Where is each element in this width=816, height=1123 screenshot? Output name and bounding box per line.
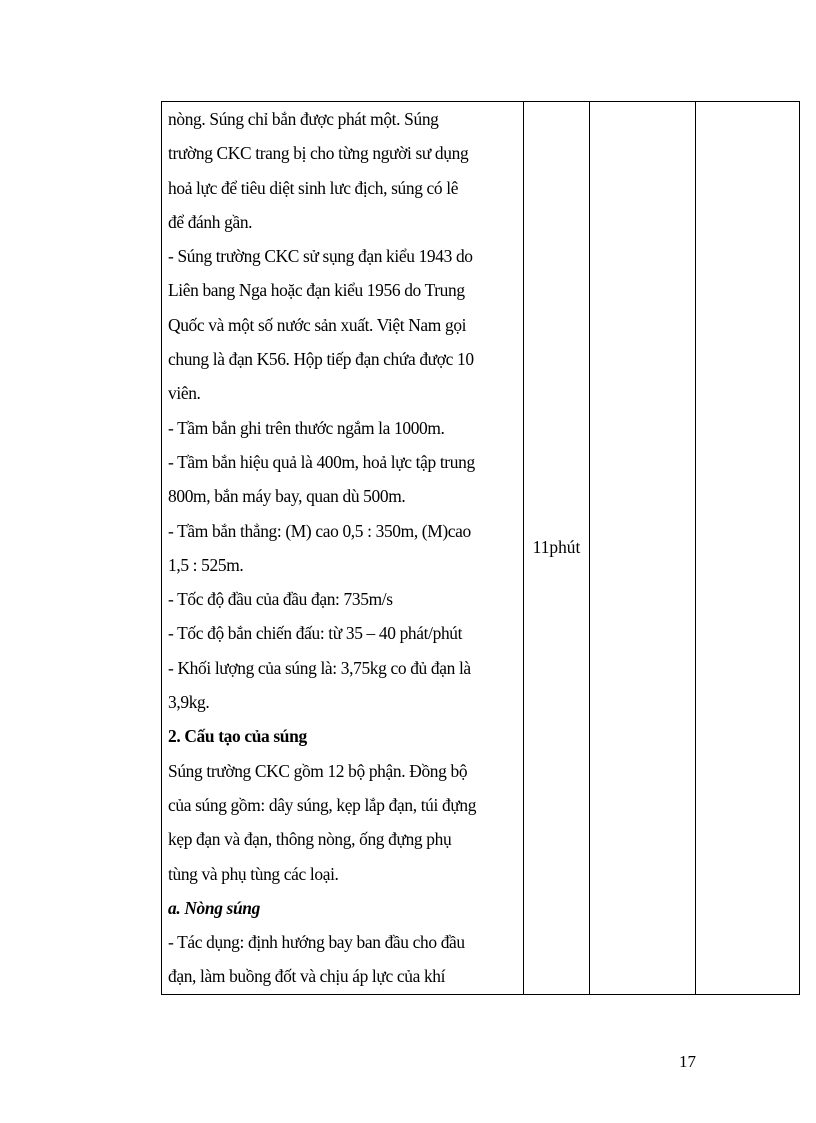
- content-line: 2. Cấu tạo của súng: [168, 726, 307, 747]
- content-line: chung là đạn K56. Hộp tiếp đạn chứa được 10: [168, 349, 474, 370]
- lesson-table: [161, 101, 800, 995]
- empty-cell-b: [696, 102, 800, 995]
- page-number: 17: [679, 1052, 696, 1071]
- time-cell: [524, 102, 590, 995]
- content-line: viên.: [168, 383, 201, 404]
- empty-cell-a: [590, 102, 696, 995]
- content-line: tùng và phụ tùng các loại.: [168, 863, 339, 884]
- content-line: a. Nòng súng: [168, 897, 260, 918]
- content-line: 1,5 : 525m.: [168, 554, 244, 575]
- content-line: Súng trường CKC gồm 12 bộ phận. Đồng bộ: [168, 760, 468, 781]
- content-line: - Tầm bắn hiệu quả là 400m, hoả lực tập trung: [168, 451, 475, 472]
- content-text-block: [168, 102, 519, 994]
- content-line: 3,9kg.: [168, 692, 210, 713]
- content-line: để đánh gần.: [168, 211, 253, 232]
- content-line: - Khối lượng của súng là: 3,75kg co đủ đạn là: [168, 657, 471, 678]
- content-line: - Tác dụng: định hướng bay ban đầu cho đầu: [168, 932, 465, 953]
- content-line: 800m, bắn máy bay, quan dù 500m.: [168, 486, 406, 507]
- table-row: [162, 102, 800, 995]
- content-line: - Tầm bắn ghi trên thước ngắm la 1000m.: [168, 417, 445, 438]
- content-line: Liên bang Nga hoặc đạn kiểu 1956 do Trung: [168, 280, 465, 301]
- content-line: hoả lực để tiêu diệt sinh lưc địch, súng có lê: [168, 177, 459, 198]
- content-line: đạn, làm buồng đốt và chịu áp lực của khí: [168, 966, 446, 987]
- content-line: Quốc và một số nước sản xuất. Việt Nam gọi: [168, 314, 467, 335]
- content-line: - Tốc độ đầu của đầu đạn: 735m/s: [168, 589, 393, 610]
- content-line: kẹp đạn và đạn, thông nòng, ống đựng phụ: [168, 829, 452, 850]
- content-cell: [162, 102, 524, 995]
- time-duration: 11phút: [532, 537, 581, 558]
- content-line: nòng. Súng chỉ bắn được phát một. Súng: [168, 109, 439, 129]
- content-line: - Súng trường CKC sử sụng đạn kiểu 1943 do: [168, 246, 473, 267]
- content-line: của súng gồm: dây súng, kẹp lắp đạn, túi đựng: [168, 794, 477, 815]
- content-line: trường CKC trang bị cho từng người sư dụng: [168, 143, 469, 164]
- content-line: - Tốc độ bắn chiến đấu: từ 35 – 40 phát/phút: [168, 623, 463, 644]
- content-line: - Tầm bắn thẳng: (M) cao 0,5 : 350m, (M)cao: [168, 520, 471, 541]
